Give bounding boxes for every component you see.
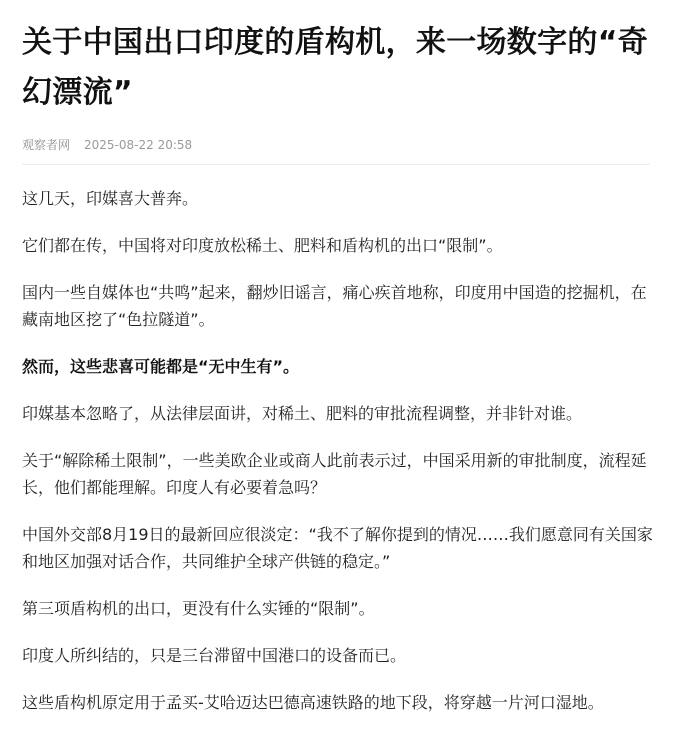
paragraph: 这些盾构机原定用于孟买-艾哈迈达巴德高速铁路的地下段，将穿越一片河口湿地。 (22, 693, 604, 712)
paragraph: 这几天，印媒喜大普奔。 (22, 189, 199, 208)
paragraph: 中国外交部8月19日的最新回应很淡定：“我不了解你提到的情况……我们愿意同有关国家和地区加强对话合作，共同维护全球产供链的稳定。” (22, 525, 653, 571)
paragraph: 印媒基本忽略了，从法律层面讲，对稀土、肥料的审批流程调整，并非针对谁。 (22, 404, 583, 423)
article-body (22, 185, 658, 716)
article (22, 0, 658, 736)
article-source[interactable]: 观察者网 (22, 138, 71, 152)
paragraph: 第三项盾构机的出口，更没有什么实锤的“限制”。 (22, 599, 375, 618)
paragraph: 关于“解除稀土限制”，一些美欧企业或商人此前表示过，中国采用新的审批制度，流程延长，他们都能理解。印度人有必要着急吗？ (22, 451, 647, 497)
paragraph: 印度人所纠结的，只是三台滞留中国港口的设备而已。 (22, 646, 407, 665)
article-meta (22, 138, 658, 152)
paragraph: 国内一些自媒体也“共鸣”起来，翻炒旧谣言，痛心疾首地称，印度用中国造的挖掘机，在藏南地区挖了“色拉隧道”。 (22, 283, 647, 329)
article-datetime: 2025-08-22 20:58 (84, 138, 193, 152)
article-title: 关于中国出口印度的盾构机，来一场数字的“奇幻漂流” (22, 25, 649, 110)
paragraph-bold: 然而，这些悲喜可能都是“无中生有”。 (22, 357, 300, 376)
paragraph: 它们都在传，中国将对印度放松稀土、肥料和盾构机的出口“限制”。 (22, 236, 503, 255)
meta-divider (22, 164, 650, 165)
